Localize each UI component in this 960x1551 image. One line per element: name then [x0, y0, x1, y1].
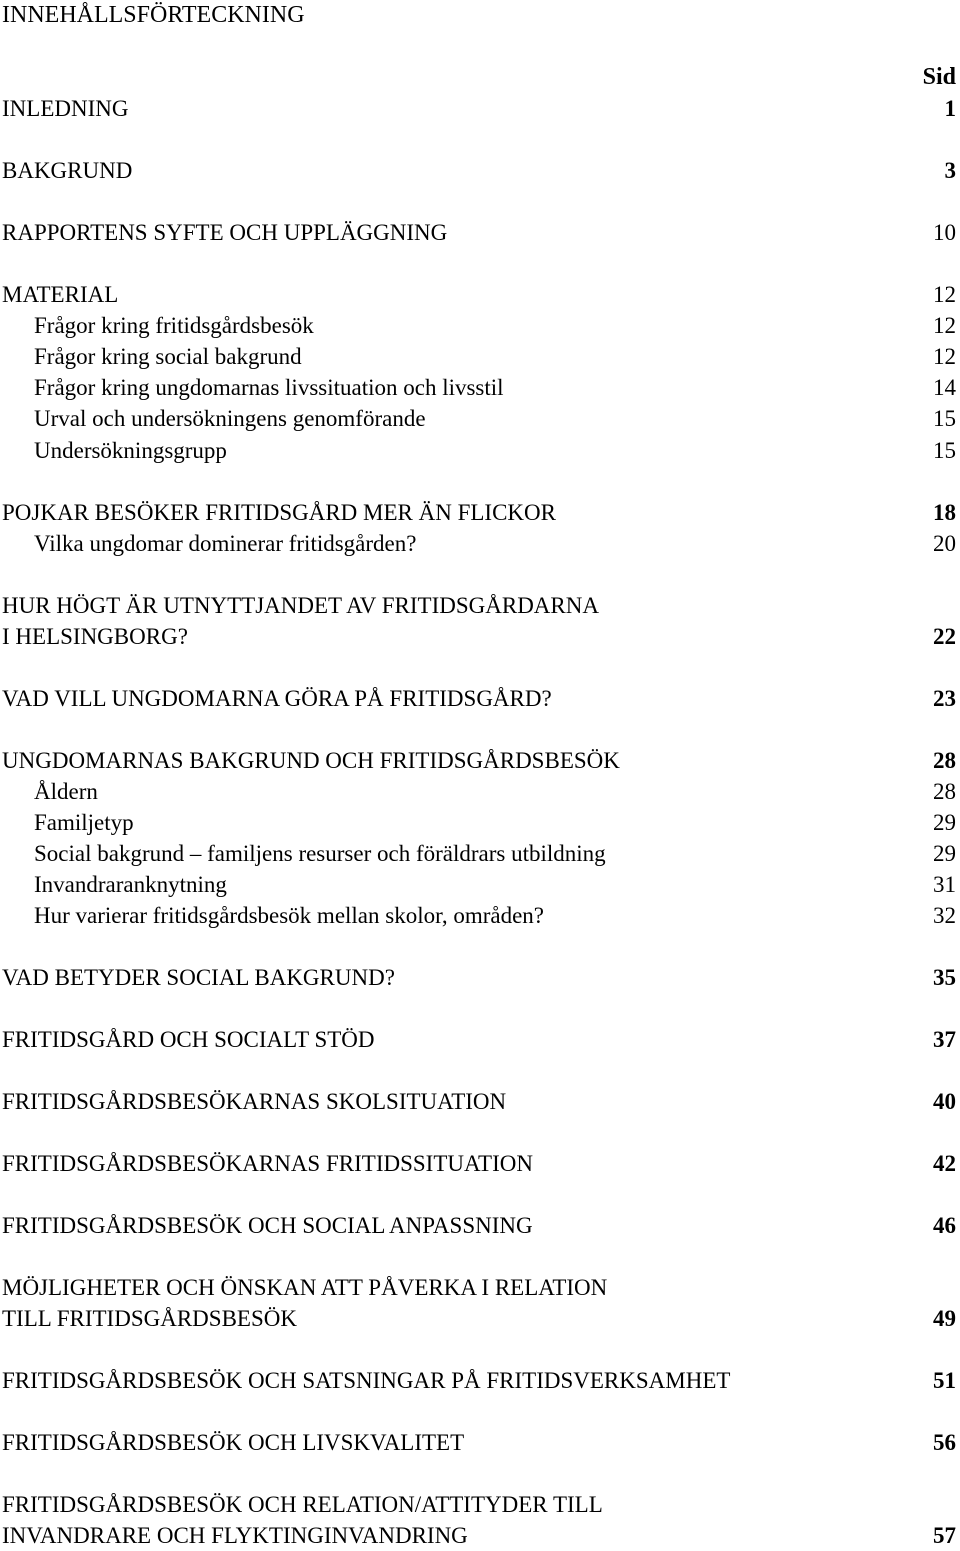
toc-subentry: [34, 869, 956, 900]
toc-entry-title: I HELSINGBORG?: [2, 624, 188, 649]
toc-entry: [2, 217, 956, 248]
toc-entry-title: Frågor kring social bakgrund: [34, 344, 302, 369]
toc-entry-title: Frågor kring ungdomarnas livssituation och livsstil: [34, 375, 504, 400]
toc-entry-title: FRITIDSGÅRD OCH SOCIALT STÖD: [2, 1027, 375, 1052]
toc-entry-title: FRITIDSGÅRDSBESÖK OCH LIVSKVALITET: [2, 1430, 465, 1455]
toc-entry-title: FRITIDSGÅRDSBESÖKARNAS SKOLSITUATION: [2, 1089, 507, 1114]
toc-subentry: [34, 807, 956, 838]
toc-entry-page: 22: [933, 624, 956, 649]
toc-subentry: [34, 838, 956, 869]
toc-entry-title: FRITIDSGÅRDSBESÖK OCH SOCIAL ANPASSNING: [2, 1213, 533, 1238]
toc-entry: [2, 1024, 956, 1055]
toc-entry-title: BAKGRUND: [2, 158, 133, 183]
toc-entry-page: 57: [933, 1523, 956, 1548]
toc-entry: [2, 1272, 956, 1303]
toc-entry: [2, 590, 956, 621]
toc-entry-title: POJKAR BESÖKER FRITIDSGÅRD MER ÄN FLICKOR: [2, 500, 556, 525]
toc-entry-page: 15: [933, 406, 956, 431]
toc-subentry: [34, 372, 956, 403]
toc-entry-page: 23: [933, 686, 956, 711]
toc-subentry: [34, 776, 956, 807]
toc-entry-page: 28: [933, 748, 956, 773]
page-column-label: Sid: [922, 64, 956, 90]
toc-entry-title: INVANDRARE OCH FLYKTINGINVANDRING: [2, 1523, 468, 1548]
toc-entry: [2, 1427, 956, 1458]
toc-entry: [2, 1365, 956, 1396]
toc-entry-title: TILL FRITIDSGÅRDSBESÖK: [2, 1306, 297, 1331]
toc-entry-page: 10: [933, 220, 956, 245]
toc-subentry: [34, 528, 956, 559]
toc-entry-page: 1: [944, 96, 956, 121]
toc-entry: [2, 683, 956, 714]
toc-entry: [2, 962, 956, 993]
toc-entry-title: RAPPORTENS SYFTE OCH UPPLÄGGNING: [2, 220, 448, 245]
toc-entry-title: Invandraranknytning: [34, 872, 227, 897]
toc-entry-page: 12: [933, 313, 956, 338]
toc-entry-page: 29: [933, 841, 956, 866]
toc-entry: [2, 745, 956, 776]
toc-entry: [2, 1303, 956, 1334]
toc-entry-title: FRITIDSGÅRDSBESÖK OCH SATSNINGAR PÅ FRITIDSVERKSAMHET: [2, 1368, 731, 1393]
toc-entry-page: 32: [933, 903, 956, 928]
toc-subentry: [34, 310, 956, 341]
toc-entry: [2, 1489, 956, 1520]
toc-entry-title: Urval och undersökningens genomförande: [34, 406, 426, 431]
toc-entry-title: Familjetyp: [34, 810, 134, 835]
toc-entry-page: 12: [933, 344, 956, 369]
toc-entry-page: 49: [933, 1306, 956, 1331]
toc-entry-title: Social bakgrund – familjens resurser och föräldrars utbildning: [34, 841, 606, 866]
toc-entry-page: 14: [933, 375, 956, 400]
toc-subentry: [34, 341, 956, 372]
toc-entry: [2, 1210, 956, 1241]
toc-entry-title: UNGDOMARNAS BAKGRUND OCH FRITIDSGÅRDSBESÖK: [2, 748, 620, 773]
toc-entry-page: 40: [933, 1089, 956, 1114]
toc-entry-title: Åldern: [34, 779, 98, 804]
toc-entry: [2, 1086, 956, 1117]
toc-title: INNEHÅLLSFÖRTECKNING: [2, 2, 305, 28]
toc-entry-page: 51: [933, 1368, 956, 1393]
toc-subentry: [34, 403, 956, 434]
toc-entry-page: 29: [933, 810, 956, 835]
toc-entry: [2, 1520, 956, 1551]
toc-entry: [2, 621, 956, 652]
toc-entry-title: Vilka ungdomar dominerar fritidsgården?: [34, 531, 417, 556]
toc-entry-title: VAD VILL UNGDOMARNA GÖRA PÅ FRITIDSGÅRD?: [2, 686, 552, 711]
toc-entry-title: MÖJLIGHETER OCH ÖNSKAN ATT PÅVERKA I RELATION: [2, 1275, 608, 1300]
toc-entry-page: 12: [933, 282, 956, 307]
toc-entry-page: 37: [933, 1027, 956, 1052]
toc-entry-title: HUR HÖGT ÄR UTNYTTJANDET AV FRITIDSGÅRDARNA: [2, 593, 599, 618]
toc-entry-title: Frågor kring fritidsgårdsbesök: [34, 313, 314, 338]
toc-entry-page: 15: [933, 438, 956, 463]
toc-entry-title: FRITIDSGÅRDSBESÖK OCH RELATION/ATTITYDER TILL: [2, 1492, 603, 1517]
toc-entry-title: VAD BETYDER SOCIAL BAKGRUND?: [2, 965, 395, 990]
toc-entry-title: INLEDNING: [2, 96, 129, 121]
toc-entry: [2, 155, 956, 186]
toc-entry-page: 28: [933, 779, 956, 804]
toc-entry-page: 3: [944, 158, 956, 183]
toc-entry: [2, 497, 956, 528]
toc-entry-title: Hur varierar fritidsgårdsbesök mellan skolor, områden?: [34, 903, 545, 928]
toc-entry-page: 46: [933, 1213, 956, 1238]
toc-entry-page: 18: [933, 500, 956, 525]
toc-entry: [2, 93, 956, 124]
toc-entry-page: 31: [933, 872, 956, 897]
toc-entry-page: 20: [933, 531, 956, 556]
toc-entry: [2, 279, 956, 310]
toc-subentry: [34, 435, 956, 466]
toc-entry-page: 56: [933, 1430, 956, 1455]
toc-entry: [2, 1148, 956, 1179]
toc-entry-title: Undersökningsgrupp: [34, 438, 227, 463]
toc-entry-title: MATERIAL: [2, 282, 119, 307]
toc-subentry: [34, 900, 956, 931]
toc-entry-page: 35: [933, 965, 956, 990]
toc-entry-page: 42: [933, 1151, 956, 1176]
toc-entry-title: FRITIDSGÅRDSBESÖKARNAS FRITIDSSITUATION: [2, 1151, 533, 1176]
